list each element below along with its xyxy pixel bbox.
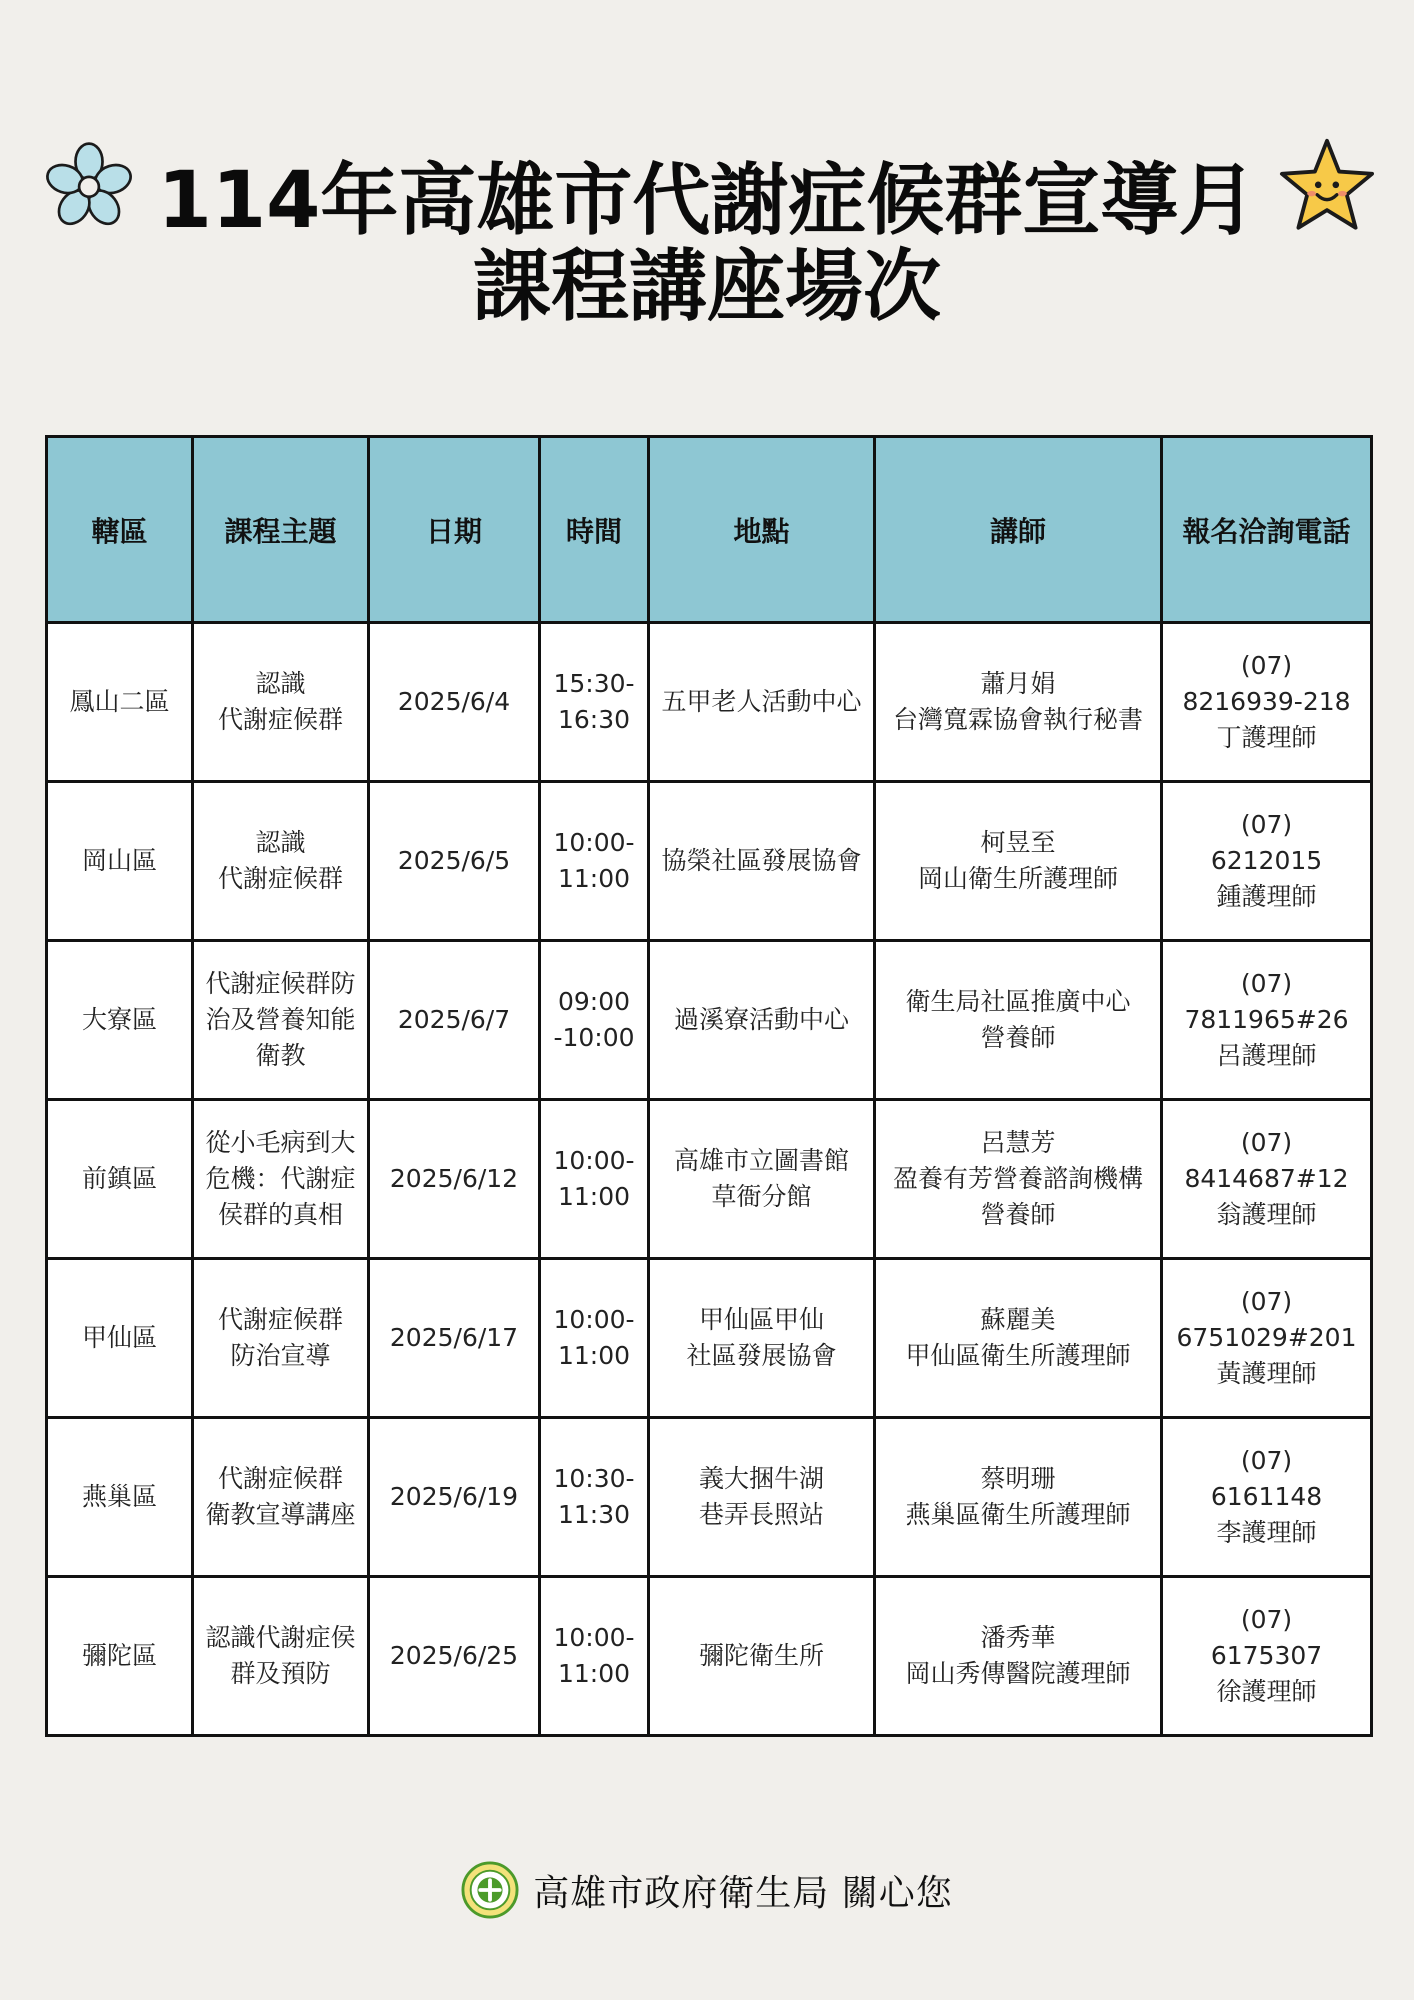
header-venue: 地點 bbox=[649, 437, 875, 623]
time-cell: 10:00- 11:00 bbox=[540, 1100, 649, 1259]
table-row bbox=[47, 623, 1372, 782]
district-cell: 鳳山二區 bbox=[47, 623, 193, 782]
date-cell: 2025/6/12 bbox=[369, 1100, 540, 1259]
lecturer-cell: 蘇麗美 甲仙區衛生所護理師 bbox=[875, 1259, 1162, 1418]
table-row bbox=[47, 1418, 1372, 1577]
contact-cell: (07) 6161148 李護理師 bbox=[1162, 1418, 1372, 1577]
topic-cell: 代謝症候群防 治及營養知能 衛教 bbox=[193, 941, 369, 1100]
time-cell: 10:00- 11:00 bbox=[540, 1577, 649, 1736]
time-cell: 10:30- 11:30 bbox=[540, 1418, 649, 1577]
contact-cell: (07) 8414687#12 翁護理師 bbox=[1162, 1100, 1372, 1259]
header-topic: 課程主題 bbox=[193, 437, 369, 623]
header-district: 轄區 bbox=[47, 437, 193, 623]
lecturer-cell: 衛生局社區推廣中心 營養師 bbox=[875, 941, 1162, 1100]
footer bbox=[0, 1860, 1414, 1920]
date-cell: 2025/6/5 bbox=[369, 782, 540, 941]
time-cell: 10:00- 11:00 bbox=[540, 782, 649, 941]
table-row bbox=[47, 941, 1372, 1100]
district-cell: 甲仙區 bbox=[47, 1259, 193, 1418]
contact-cell: (07) 6212015 鍾護理師 bbox=[1162, 782, 1372, 941]
venue-cell: 甲仙區甲仙 社區發展協會 bbox=[649, 1259, 875, 1418]
time-cell: 15:30- 16:30 bbox=[540, 623, 649, 782]
lecturer-cell: 呂慧芳 盈養有芳營養諮詢機構 營養師 bbox=[875, 1100, 1162, 1259]
contact-cell: (07) 6175307 徐護理師 bbox=[1162, 1577, 1372, 1736]
topic-cell: 代謝症候群 衛教宣導講座 bbox=[193, 1418, 369, 1577]
table-row bbox=[47, 782, 1372, 941]
lecturer-cell: 蕭月娟 台灣寬霖協會執行秘書 bbox=[875, 623, 1162, 782]
district-cell: 前鎮區 bbox=[47, 1100, 193, 1259]
date-cell: 2025/6/25 bbox=[369, 1577, 540, 1736]
contact-cell: (07) 6751029#201 黃護理師 bbox=[1162, 1259, 1372, 1418]
title-line-2: 課程講座場次 bbox=[472, 242, 941, 332]
time-cell: 10:00- 11:00 bbox=[540, 1259, 649, 1418]
district-cell: 燕巢區 bbox=[47, 1418, 193, 1577]
district-cell: 岡山區 bbox=[47, 782, 193, 941]
contact-cell: (07) 7811965#26 呂護理師 bbox=[1162, 941, 1372, 1100]
course-schedule-table bbox=[45, 435, 1373, 1737]
health-bureau-seal-icon bbox=[461, 1861, 519, 1919]
footer-text: 高雄市政府衛生局 關心您 bbox=[533, 1872, 953, 1914]
table-header-row bbox=[47, 437, 1372, 623]
time-cell: 09:00 -10:00 bbox=[540, 941, 649, 1100]
topic-cell: 認識 代謝症候群 bbox=[193, 782, 369, 941]
topic-cell: 從小毛病到大 危機：代謝症 侯群的真相 bbox=[193, 1100, 369, 1259]
header-time: 時間 bbox=[540, 437, 649, 623]
venue-cell: 義大捆牛湖 巷弄長照站 bbox=[649, 1418, 875, 1577]
date-cell: 2025/6/7 bbox=[369, 941, 540, 1100]
date-cell: 2025/6/17 bbox=[369, 1259, 540, 1418]
topic-cell: 認識 代謝症候群 bbox=[193, 623, 369, 782]
header-date: 日期 bbox=[369, 437, 540, 623]
table-row bbox=[47, 1577, 1372, 1736]
venue-cell: 過溪寮活動中心 bbox=[649, 941, 875, 1100]
lecturer-cell: 潘秀華 岡山秀傳醫院護理師 bbox=[875, 1577, 1162, 1736]
venue-cell: 協榮社區發展協會 bbox=[649, 782, 875, 941]
lecturer-cell: 柯昱至 岡山衛生所護理師 bbox=[875, 782, 1162, 941]
table-row bbox=[47, 1259, 1372, 1418]
venue-cell: 五甲老人活動中心 bbox=[649, 623, 875, 782]
contact-cell: (07) 8216939-218 丁護理師 bbox=[1162, 623, 1372, 782]
topic-cell: 認識代謝症侯 群及預防 bbox=[193, 1577, 369, 1736]
page-title bbox=[0, 158, 1414, 330]
date-cell: 2025/6/19 bbox=[369, 1418, 540, 1577]
header-contact: 報名洽詢電話 bbox=[1162, 437, 1372, 623]
venue-cell: 高雄市立圖書館 草衙分館 bbox=[649, 1100, 875, 1259]
title-line-1: 114年高雄市代謝症候群宣導月 bbox=[157, 156, 1257, 246]
header-lecturer: 講師 bbox=[875, 437, 1162, 623]
topic-cell: 代謝症候群 防治宣導 bbox=[193, 1259, 369, 1418]
district-cell: 彌陀區 bbox=[47, 1577, 193, 1736]
venue-cell: 彌陀衛生所 bbox=[649, 1577, 875, 1736]
date-cell: 2025/6/4 bbox=[369, 623, 540, 782]
district-cell: 大寮區 bbox=[47, 941, 193, 1100]
lecturer-cell: 蔡明珊 燕巢區衛生所護理師 bbox=[875, 1418, 1162, 1577]
table-row bbox=[47, 1100, 1372, 1259]
